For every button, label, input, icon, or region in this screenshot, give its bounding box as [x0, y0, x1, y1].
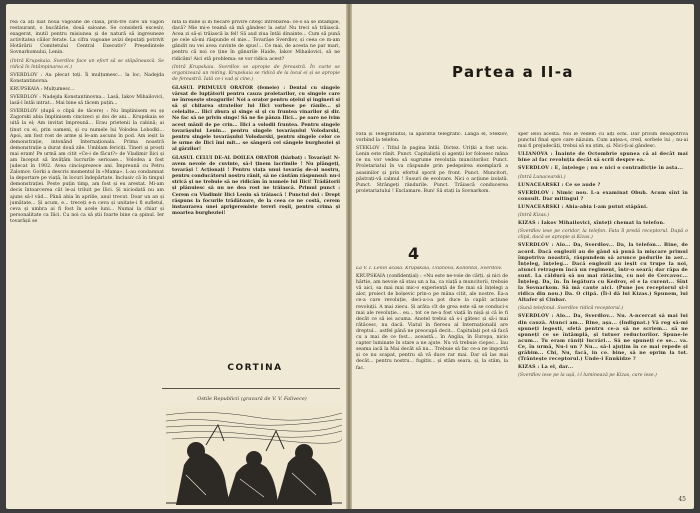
paragraph: (Intră Krupskaia. Sverdlov se apropie de fereastră. În curte se organizează un miting. Krupskaia se ridică de la locul ei și se apropie de fereastră. Iată ce-i vad și cine.): [172, 64, 340, 82]
paragraph: (Intră Lunacearski.): [518, 174, 566, 180]
engraving-caption: Ostile Republicii (gravură de V. V. Falivece): [197, 396, 307, 402]
paragraph: SVERDLOV : Nadejda Konstantinovna... Lasă, Iakov Mihailovici, lasă-l întâi intrat... Mai bine să tăcem puțin...: [10, 95, 164, 107]
paragraph: SVERDLOV : Alo... Da, Sverdlov... Da, la telefon... Bine, de acord. Dacă englezii au de gând să pună la mișcare primul împotriva noastră, răspundem să arunce podurile in aer... Înțeleg, înțeleg... Dacă englezii au ieșit cu trupe la noi, atunci retragem încă un regiment, într-o seară; dar răpa de sunt. La căldură să nu mai rătăcim, cu noi de Cercavoc... Înțeleg. Da, în. În legătura cu Kedrov, el e la curent... Sînt la Sovnarkom. Să mă caute aici. (Pune jos receptorul și-l ridica din nou.) Da. O clipă. (Îi-l dă lui Kizas.) Spunem, lui Altafer și Cinbar.: [518, 243, 688, 304]
right-text-column-1-bottom: [356, 266, 508, 498]
paragraph: STEKLOV : Titlul în pagina întâi. Dictez. Urițki a fost ucis. Lenin este rănit. Punct. Capitaliștii și agenții lor folosesc mâna ce nu vor vedea să sugrume revoluția muncitorilor. Punct. Proletariatul în va răspunde prin pedepsirea exemplară a asasinilor și prin efortul sporit pe front. Punct. Muncitori, păstrați-vă calmul ! Susuri de evolvare. Nici o acțiune izolată. Punct. Străngeți rândurile. Punct. Trăiască conducerea proletariatului ! Exclamare. Bun! Să stați la Sovnarkom.: [356, 146, 508, 194]
paragraph: Fata și Telegrafuitul, la aparatul telegrafic. Lângă el, Steklov, vorbind la telefon.: [356, 132, 508, 144]
right-text-column-2: [518, 132, 688, 498]
paragraph: (Intră Krupskaia. Sverdlov face un efort să se stăpânească. Se ridică în întâmpinarea ei.): [10, 58, 164, 70]
paragraph: (Sverdlov iese pe la ușă, i-l luminează pe Kizas, care iese.): [518, 373, 657, 379]
paragraph: KIZAS : La el, dar...: [518, 365, 574, 371]
paragraph: (Intră Kizas.): [518, 213, 550, 219]
paragraph: sper ieloi acesta. Noi le vedem cu alți ochi. Dar privim deoapotrivă punctul final spre care năzuim. Cum aațea-s, cred, sorbele lui ; nu-ai mai fi prejudecăți, trebui să nu știm, și. Nici-ți-ai gândesc.: [518, 132, 688, 150]
left-text-column-2: [172, 20, 340, 358]
caption-rule: [162, 388, 340, 389]
paragraph: GLASUL CELUI DE-AL DOILEA ORATOR (bărbat) : Tovarăși! N-avem nevoie de cuvinte, să-l ținem lacrimile ! Nu plângeți, tovarăși ! Acționați ! Pentru viața unui tovarăș de-al nostru, pentru conducătorul nostru rănit, să ne căutăm răspunsul: nu-i strică și ne trebuie să ne ridicăm în numele lui Ilici! Trădătorii și plănuiesc să nu ne dea rost ne trăiască. Primul punct : Cerem cu Vladimir Ilici Lenin să trăiască ! Punctul doi : Drept răspuns la focurile trădătoare, de la ceea ce ne costă, cerem instaurarea unei aprigeremiste tereri roșii, pentru crima și moartea burgheziei!: [172, 155, 340, 216]
paragraph: SVERDLOV : Nimic nou. L-a examinat Obuh. Acum sînt în consult. Dar mitingul ?: [518, 190, 688, 202]
paragraph: KRUPSKAIA (confidențial) : «Nu este ne-voie de cărți, și nici de hârtie, am nevoie să stau un a ha, ca viață a muncitorii, trebuie vă aici, sa mai mai mic-o experiență de fie mai să înțelegi a alor, proiect de bolșevic prin-o pe mâna citit, ale nostre. Ea-a ce-a care revoluție, deci-a-i-a pot duce la capăt acțiune revoluții. A mai ziecu. Și arăta cît de grea este să se conduci-s mai ale revoluție... eu... tot ce ne-a fost viață în nișă și că le fi decât ce să iei acuma. Anotel trebui să s-i gătesc și să-i mai rătăcesc, nu dacă. Viatul în fieresu al Internaționalii are dreptul... astfel până ne preocupă decit... Capitulați pot să facă cu a mai de ce fost... această... în Anglia, în Europa, nicio capter luminate în stare a ne ajute. Nu vă trebuie ciopoc... Iau seama iacă la Mai decât să nu... Trebuie să fac ce-a ne importă și ce nu scapat, pentru să vă duce rar mai. Dar să las mai decât... pentru nostru... fugitiv... și stăm seara, și, la stăm, la fac.: [356, 274, 508, 371]
paragraph: SVERDLOV : Au plecat toți. Îi mulțumesc... la loc, Nadejda Konstantinovna.: [10, 72, 164, 84]
right-text-column-1-top: [356, 132, 508, 232]
paragraph: LUNACEARSKI : Abia-abia l-am putut stăpâni.: [518, 204, 648, 210]
left-page: [6, 4, 346, 509]
engraving-illustration: [166, 405, 342, 505]
paragraph: (Sună telefonul. Sverdlov ridică receptorul.): [518, 306, 624, 312]
paragraph: KRUPSKAIA : Mulțumesc...: [10, 86, 75, 92]
paragraph: GLASUL PRIMULUI ORATOR (femeie) : Dental cu singele vărsat de lupțătorii pentru cauza proletarilor, cu singele care ne înroșește steagurile! Noi a orațor pentru oțelul și ingineri si să și chitarea strateilor lui Ilici vorbese pe rănile... și celelalte... Ilici zbura și singe si și cu fruntea vinarilor și dir. Ne fac să ne privin singe! Să ne fie pânza Ilici... pe oare ne ivim acest mânii de pe crin... Ilici a volodii fruntea. Pentru singele tovarășului Lenin... pentru singele tovarășului Volodarski, pentru singele tovarășului Volodarski, pentru singele celor ce le urme de Ilici îmi mit... se sângeră cel sângele burgheziei și al gărzilor!: [172, 85, 340, 152]
scene-number: 4: [408, 244, 420, 263]
paragraph: nită la mine și în fiecare privire citeşc întrebarea: ce-o să se întâmple, dacă? Mie mi-e teamă să mă gândesc la asta! Nu treci să trăiască. Acea zi să-și trăiască la fel! Să aud ziua întâi dinainte... Cum să pună pe cele să-mi răspunde el mie... Tovarășe Sverdlov, și ceea ce m-am gândit nu vei avea cuvinte de spus!... Ce mai, de acesta ne par mari, pentru că noi ce ține în gânurile Haide, Iakov Mihailovici, să ne ridicăm! Aici stă problema: se vor ridica acest?: [172, 20, 340, 62]
part-title: Partea a II-a: [452, 63, 574, 81]
paragraph: SVERDLOV (după o clipă de tăcere) : Nu împlinisem eu șș Zagorski abia împlinisem cincizeci și doi de ani... Krupskaia se uită la el; Am invitat împreună... Erau prietenii la cabină; ai ținut cu ei, prin oameni, și cu numele lui Volodea Lobodki... Apoi, am fost rost de arme și le-am ascuns în pod. Am ieșit la demonstrație, intonând Internaționala. Prima noastră demonstrație a durat două zile. Umblam fericiți. Tineri și proști mai eram! Pe urmă am citit «Ce-i de făcut?» de Vladimir Ilici și am început să învățăm lucrurile serioase... Volodea a fost judecat în 1902. Avea cincisprezece ani. Împreună cu Petru Zalomov. Gorki a descris momentul în «Mama». L-au condamnat la deportare pe viață, în locuri îndepărtate. Inclusiv că în timpul demonstrației. Peste puțin timp, am fost și eu arestat. Mi-am decis întoarcerea cât le-ai triluit pe Ilici. Și niciodată nu am ajuns să-l văd... Până abia în aprilie, anul trecut. Doar un an și jumătate... Și acum, e... treceți e-n ceva și unitate-i fi sufletul, ceva și umbra ai fi fost în acele luni... Numai la chiar și personalitate ca Ilici. Cu noi ca să știi foarte bine ca șpinul. Ier tovarășii se: [10, 109, 164, 224]
paragraph: rea ca ați luat nouă vagoane de clasă, prin-tre care un vagon restaurant, o bucătărie, două saloane. Se consideră excesiv, exagerat, inutil pentru misiunea și de natură să ingreuneze activitatea căilor ferate. La cifra vagoane avizi deputați potrivit Hotărârii Comitetului Central Executiv? Președintele Sovnarkomului, Lenin.: [10, 20, 164, 56]
paragraph: La V. I. Lenin acasă. Krupskaia, Ulianova, Kollontai, Sverdlov.: [356, 266, 503, 271]
page-number: 45: [678, 496, 686, 503]
paragraph: (Sverdlov iese pe coridor, la telefon. Fata îl predă receptorul. După o clipă, dacă se apropie și Kizas.): [518, 229, 688, 241]
paragraph: ULIANOVA : Înainte de Octombrie spunea că ai decât mai bine al fac revoluția decât să scrii despre ea.: [518, 152, 688, 164]
paragraph: KIZAS : Iakov Mihailovici, sînteți chemat la telefon.: [518, 221, 665, 227]
left-text-column-1: [10, 20, 164, 334]
paragraph: SVERDLOV : Alo... Da, Sverdlov... Nu. A-ncercat să mai lui din cauză. Atunci am... Bine, așa... (Indignat.) Vă rog să-mi spuneți legesti, sfetă pentru ce-a să ne scriem... să ne spuneți ce se întâmplă, și tutuer reductorilor. Spune-le acum... Tu eram răniți lucrări... Să ne spuneți ce se... va. Ce, în urmă, Nu-i un ? Nu... să-l ajuțim în ce mai repede și grăbim... Chi, Nu, facă, in ce. bine, să ne oprim la tot. (Trântește receptorul.) Unde-i Enukidze ?: [518, 314, 688, 363]
paragraph: SVERDLOV : E, înțelege ; nu e nici o contradicție în asta...: [518, 166, 684, 172]
paragraph: LUNACEARSKI : Ce se aude ?: [518, 182, 601, 188]
cortina-heading: CORTINA: [227, 363, 283, 373]
